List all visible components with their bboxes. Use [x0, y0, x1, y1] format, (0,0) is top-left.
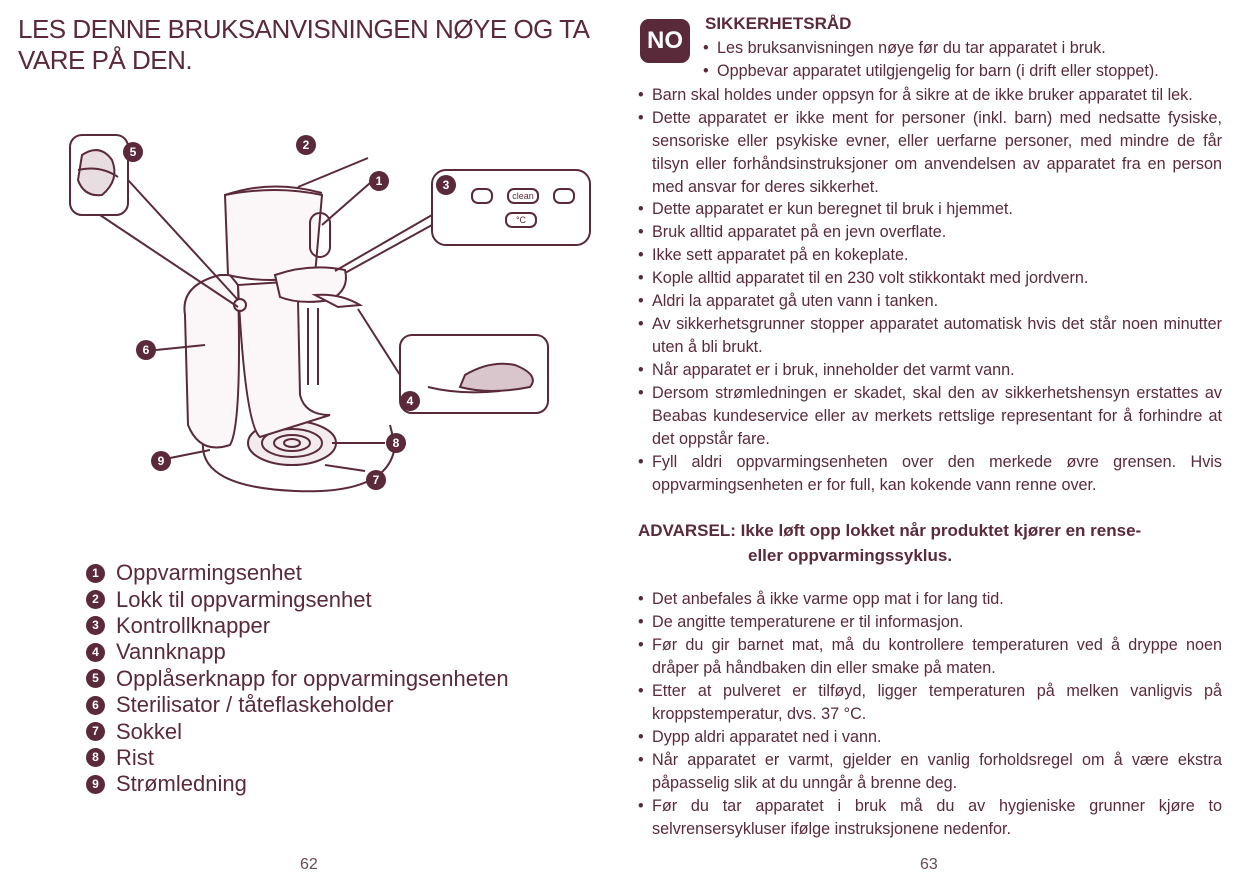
temp-button-label: °C: [515, 215, 527, 225]
legend-number: 2: [86, 590, 105, 609]
language-badge: NO: [640, 19, 690, 63]
bullet-item: • Aldri la apparatet gå uten vann i tanken.: [638, 292, 939, 310]
bullet-item: • Ikke sett apparatet på en kokeplate.: [638, 246, 909, 264]
bullet-item: • Før du gir barnet mat, må du kontrollere temperaturen ved å dryppe noen dråper på håndbaken din eller smake på maten.: [638, 636, 1222, 677]
bullet-item: • De angitte temperaturene er til informasjon.: [638, 613, 964, 631]
bullet-item: • Bruk alltid apparatet på en jevn overflate.: [638, 223, 947, 241]
callout-9: 9: [157, 454, 165, 468]
legend-item: [86, 771, 509, 797]
bullet-item: • Kople alltid apparatet til en 230 volt stikkontakt med jordvern.: [638, 269, 1089, 287]
bullet-item: • Før du tar apparatet i bruk må du av hygieniske grunner kjøre to selvrensersykluser ifølge instruksjonene nedenfor.: [638, 797, 1222, 838]
bullet-item: • Dersom strømledningen er skadet, skal den av sikkerhetshensyn erstattes av Beabas kundeservice eller av merkets rettslige representant for å forhindre at det oppstår fare.: [638, 384, 1222, 448]
legend-label: Opplåserknapp for oppvarmingsenheten: [116, 665, 509, 691]
bullet-item: • Barn skal holdes under oppsyn for å sikre at de ikke bruker apparatet til lek.: [638, 86, 1193, 104]
legend-item: [86, 718, 509, 744]
clean-button-label: clean: [512, 191, 534, 201]
callout-7: 7: [372, 473, 380, 487]
bullet-item: • Av sikkerhetsgrunner stopper apparatet automatisk hvis det står noen minutter uten å bli brukt.: [638, 315, 1222, 356]
heating-unit-shape: [225, 190, 322, 280]
legend-number: 6: [86, 696, 105, 715]
legend-number: 9: [86, 775, 105, 794]
callout-1: 1: [375, 174, 383, 188]
main-column: [238, 280, 330, 437]
legend-label: Sokkel: [116, 718, 183, 744]
sterilizer-body: [184, 275, 239, 448]
legend-item: [86, 613, 509, 639]
legend-number: 7: [86, 722, 105, 741]
bullet-item: • Etter at pulveret er tilføyd, ligger temperaturen på melken vanligvis på kroppstemperatur, dvs. 37 °C.: [638, 682, 1222, 723]
warning-text-2: eller oppvarmingssyklus.: [748, 546, 953, 565]
legend-label: Vannknapp: [116, 639, 226, 665]
product-diagram: [60, 125, 600, 505]
bullet-item: • Dette apparatet er ikke ment for personer (inkl. barn) med nedsatte fysiske, sensoriske eller psykiske evner, eller uerfarne personer, med mindre de får tilsyn eller forhåndsinstruksjoner om anvendelsen av apparatet fra en person med ansvar for deres sikkerhet.: [638, 109, 1222, 196]
legend-label: Lokk til oppvarmingsenhet: [116, 586, 372, 612]
bullet-item: • Når apparatet er i bruk, inneholder det varmt vann.: [638, 361, 1015, 379]
warning-label: ADVARSEL:: [638, 521, 736, 540]
legend-number: 8: [86, 748, 105, 767]
legend-item: [86, 666, 509, 692]
water-button-closeup: [460, 364, 533, 391]
callout-3: 3: [442, 178, 450, 192]
bullet-item: • Når apparatet er varmt, gjelder en vanlig forholdsregel om å være ekstra påpasselig slik at du unngår å brenne deg.: [638, 751, 1222, 792]
bullet-item: • Fyll aldri oppvarmingsenheten over den merkede øvre grensen. Hvis oppvarmingsenheten er for full, kan kokende vann renne over.: [638, 453, 1222, 494]
callout-8: 8: [392, 436, 400, 450]
bullet-item: • Les bruksanvisningen nøye før du tar apparatet i bruk.: [703, 39, 1106, 57]
bullet-item: • Dypp aldri apparatet ned i vann.: [638, 728, 882, 746]
legend-number: 1: [86, 564, 105, 583]
parts-legend: [86, 560, 509, 798]
legend-number: 3: [86, 616, 105, 635]
legend-item: [86, 745, 509, 771]
bullet-item: • Dette apparatet er kun beregnet til bruk i hjemmet.: [638, 200, 1013, 218]
legend-item: [86, 639, 509, 665]
page-number-right: 63: [920, 856, 938, 873]
bullet-item: • Det anbefales å ikke varme opp mat i for lang tid.: [638, 590, 1004, 608]
page-number-left: 62: [300, 856, 318, 873]
legend-label: Sterilisator / tåteflaskeholder: [116, 692, 394, 718]
legend-label: Rist: [116, 744, 154, 770]
warning-text-1: Ikke løft opp lokket når produktet kjører en rense-: [740, 521, 1142, 540]
bullet-item: • Oppbevar apparatet utilgjengelig for barn (i drift eller stoppet).: [703, 62, 1159, 80]
legend-number: 4: [86, 643, 105, 662]
legend-label: Strømledning: [116, 771, 247, 797]
callout-5: 5: [129, 145, 137, 159]
legend-label: Oppvarmingsenhet: [116, 560, 302, 586]
legend-label: Kontrollknapper: [116, 612, 271, 638]
legend-item: [86, 586, 509, 612]
callout-box-3: [432, 170, 590, 245]
legend-item: [86, 560, 509, 586]
legend-number: 5: [86, 669, 105, 688]
callout-4: 4: [406, 394, 414, 408]
callout-6: 6: [142, 343, 150, 357]
warning-block: [638, 518, 1222, 568]
page-title: LES DENNE BRUKSANVISNINGEN NØYE OG TA VARE PÅ DEN.: [18, 14, 589, 75]
safety-title: SIKKERHETSRÅD: [705, 14, 852, 33]
legend-item: [86, 692, 509, 718]
callout-2: 2: [302, 138, 310, 152]
